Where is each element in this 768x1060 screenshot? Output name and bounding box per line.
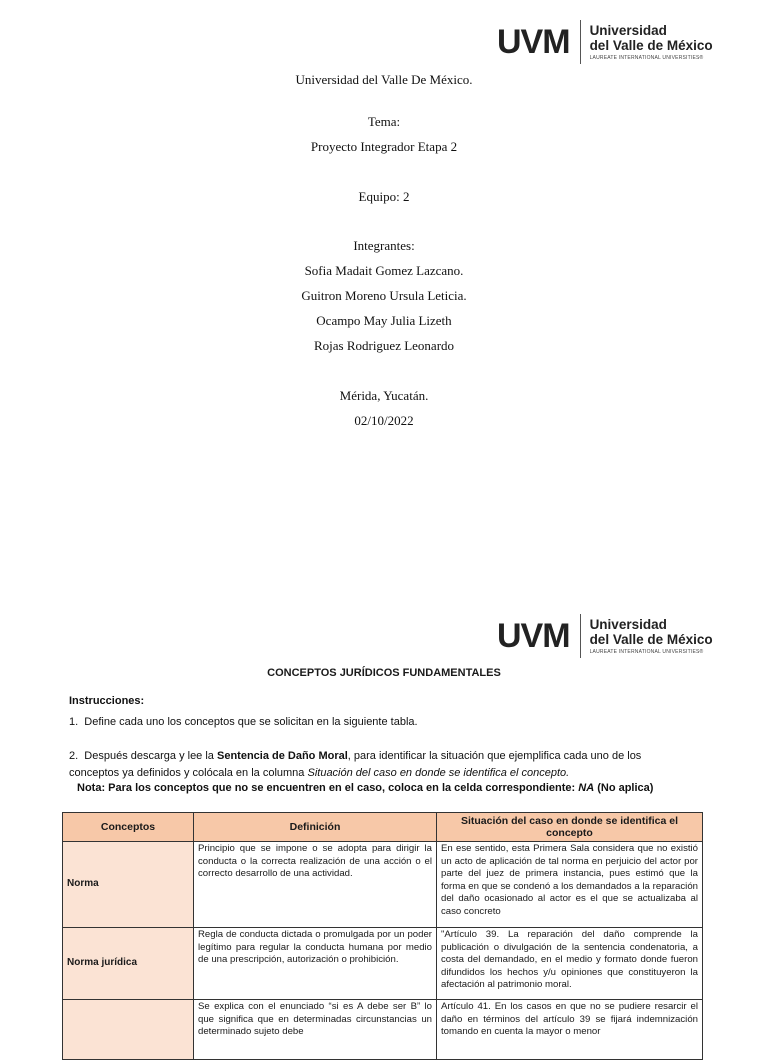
cover-university: Universidad del Valle De México.	[295, 72, 473, 87]
header-situacion: Situación del caso en donde se identifica el concepto	[437, 813, 703, 842]
situation-cell: "Artículo 39. La reparación del daño comprende la publicación o divulgación de la sentencia condenatoria, a costa del demandado, en el medio y formato donde fueron difundidos los hechos y/u opiniones que constituyeron la afectación al patrimonio moral.	[437, 928, 703, 1000]
logo-mark: UVM	[497, 23, 570, 61]
logo-divider	[580, 614, 581, 658]
table-row	[63, 928, 703, 1000]
instruction-step-2-line-1	[69, 748, 641, 765]
instructions-label: Instrucciones:	[69, 695, 145, 707]
uvm-logo-page-2	[497, 614, 713, 658]
cover-member: Sofia Madait Gomez Lazcano.	[304, 263, 464, 278]
situation-cell: En ese sentido, esta Primera Sala considera que no existió un acto de aplicación de tal norma en perjuicio del actor por parte del juez de primera instancia, pues estimó que la forma en que se condenó a los demandados a la reparación del daño ocasionado al actor es el que se actualizaba al caso concreto	[437, 842, 703, 928]
table-row	[63, 1000, 703, 1060]
note-text: Nota: Para los conceptos que no se encuentren en el caso, coloca en la celda correspondiente:	[77, 782, 579, 794]
step2-sentencia: Sentencia de Daño Moral	[216, 750, 348, 762]
cover-tema: Proyecto Integrador Etapa 2	[310, 139, 458, 154]
step2-text-a: 2. Después descarga y lee la	[69, 750, 217, 762]
logo-line-1: Universidad	[589, 617, 667, 632]
table-row	[63, 842, 703, 928]
step2-text-d: conceptos ya definidos y colócala en la columna	[69, 767, 308, 779]
logo-text	[590, 23, 713, 61]
logo-text	[590, 617, 713, 655]
logo-tagline: LAUREATE INTERNATIONAL UNIVERSITIES®	[589, 55, 704, 61]
logo-mark: UVM	[497, 617, 570, 655]
table-header-row	[63, 813, 703, 842]
situation-cell: Artículo 41. En los casos en que no se pudiere resarcir el daño en términos del artículo 39 se fijará indemnización tomando en cuenta la mayor o menor	[437, 1000, 703, 1060]
note-no-aplica: (No aplica)	[594, 782, 654, 794]
logo-line-2: del Valle de México	[589, 38, 713, 53]
logo-line-2: del Valle de México	[589, 632, 713, 647]
concept-cell: Norma jurídica	[63, 928, 194, 1000]
concept-cell	[63, 1000, 194, 1060]
concept-cell: Norma	[63, 842, 194, 928]
step2-text-c: , para identificar la situación que ejemplifica cada uno de los	[347, 750, 642, 762]
concepts-table	[62, 812, 703, 1060]
section-title: CONCEPTOS JURÍDICOS FUNDAMENTALES	[267, 667, 501, 679]
instruction-step-1: 1. Define cada uno los conceptos que se solicitan en la siguiente tabla.	[69, 716, 418, 728]
cover-date: 02/10/2022	[354, 413, 414, 428]
step2-column-name: Situación del caso en donde se identifica el concepto.	[307, 767, 570, 779]
logo-tagline: LAUREATE INTERNATIONAL UNIVERSITIES®	[589, 649, 704, 655]
header-definicion: Definición	[194, 813, 437, 842]
logo-divider	[580, 20, 581, 64]
note	[77, 780, 653, 797]
logo-line-1: Universidad	[589, 23, 667, 38]
cover-integrantes-label: Integrantes:	[353, 238, 415, 253]
cover-member: Ocampo May Julia Lizeth	[316, 313, 452, 328]
cover-member: Guitron Moreno Ursula Leticia.	[301, 288, 467, 303]
definition-cell: Principio que se impone o se adopta para dirigir la conducta o la correcta realización de una acción o el correcto desarrollo de una actividad.	[194, 842, 437, 928]
header-conceptos: Conceptos	[63, 813, 194, 842]
cover-place: Mérida, Yucatán.	[339, 388, 429, 403]
cover-tema-label: Tema:	[367, 114, 401, 129]
definition-cell: Regla de conducta dictada o promulgada por un poder legítimo para regular la conducta humana por medio de una prescripción, autorización o prohibición.	[194, 928, 437, 1000]
uvm-logo	[497, 20, 713, 64]
cover-equipo: Equipo: 2	[358, 189, 410, 204]
cover-member: Rojas Rodriguez Leonardo	[313, 338, 455, 353]
note-na: NA	[578, 782, 595, 794]
definition-cell: Se explica con el enunciado “si es A debe ser B” lo que significa que en determinadas circunstancias un determinado sujeto debe	[194, 1000, 437, 1060]
